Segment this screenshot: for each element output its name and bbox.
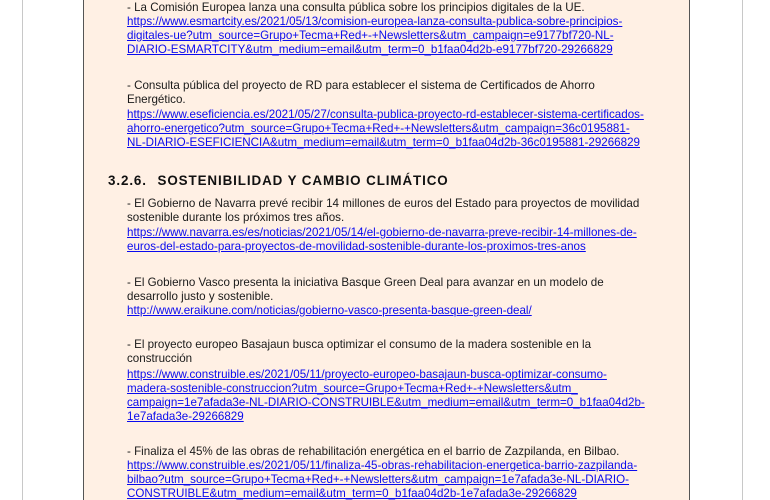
news-item-text: - El proyecto europeo Basajaun busca optimizar el consumo de la madera sostenible en la bbox=[127, 338, 592, 351]
news-item-link[interactable]: https://www.construible.es/2021/05/11/proyecto-europeo-basajaun-busca-optimizar-consumo- bbox=[127, 368, 607, 381]
news-item-link[interactable]: NL-DIARIO-ESEFICIENCIA&utm_medium=email&utm_term=0_b1faa04d2b-36c0195881-29266829 bbox=[127, 136, 640, 149]
news-item-link[interactable]: DIARIO-ESMARTCITY&utm_medium=email&utm_term=0_b1faa04d2b-e9177bf720-29266829 bbox=[127, 43, 613, 56]
news-item-link[interactable]: https://www.navarra.es/es/noticias/2021/05/14/el-gobierno-de-navarra-preve-recibir-14-millones-de- bbox=[127, 226, 637, 239]
news-item-text: - El Gobierno de Navarra prevé recibir 14 millones de euros del Estado para proyectos de movilidad bbox=[127, 197, 640, 210]
news-item-link[interactable]: 1e7afada3e-29266829 bbox=[127, 410, 244, 423]
section-title: SOSTENIBILIDAD Y CAMBIO CLIMÁTICO bbox=[157, 173, 449, 188]
news-item-link[interactable]: digitales-ue?utm_source=Grupo+Tecma+Red+-+Newsletters&utm_campaign=e9177bf720-NL- bbox=[127, 29, 614, 42]
news-item-text: construcción bbox=[127, 352, 193, 365]
news-item-link[interactable]: CONSTRUIBLE&utm_medium=email&utm_term=0_b1faa04d2b-1e7afada3e-29266829 bbox=[127, 487, 577, 500]
news-item-link[interactable]: http://www.eraikune.com/noticias/gobierno-vasco-presenta-basque-green-deal/ bbox=[127, 304, 532, 317]
document-page bbox=[83, 0, 690, 500]
news-item-link[interactable]: madera-sostenible-construccion?utm_source=Grupo+Tecma+Red+-+Newsletters&utm_ bbox=[127, 382, 578, 395]
news-item-link[interactable]: euros-del-estado-para-proyectos-de-movilidad-sostenible-durante-los-proximos-tres-anos bbox=[127, 240, 586, 253]
news-item-text: Energético. bbox=[127, 93, 186, 106]
news-item-link[interactable]: https://www.esmartcity.es/2021/05/13/comision-europea-lanza-consulta-publica-sobre-principios- bbox=[127, 15, 623, 28]
news-item-link[interactable]: ahorro-energetico?utm_source=Grupo+Tecma+Red+-+Newsletters&utm_campaign=36c0195881- bbox=[127, 122, 630, 135]
section-number: 3.2.6. bbox=[108, 173, 147, 188]
news-item-text: - Finaliza el 45% de las obras de rehabilitación energética en el barrio de Zazpilanda, en Bilbao. bbox=[127, 445, 620, 458]
news-item-link[interactable]: campaign=1e7afada3e-NL-DIARIO-CONSTRUIBLE&utm_medium=email&utm_term=0_b1faa04d2b- bbox=[127, 396, 645, 409]
news-item-link[interactable]: https://www.construible.es/2021/05/11/finaliza-45-obras-rehabilitacion-energetica-barrio-zazpilanda- bbox=[127, 459, 638, 472]
news-item-link[interactable]: https://www.eseficiencia.es/2021/05/27/consulta-publica-proyecto-rd-establecer-sistema-certificados- bbox=[127, 108, 644, 121]
news-item-text: sostenible durante los próximos tres años. bbox=[127, 211, 345, 224]
news-item-text: desarrollo justo y sostenible. bbox=[127, 290, 274, 303]
news-item-text: - Consulta pública del proyecto de RD para establecer el sistema de Certificados de Ahorro bbox=[127, 79, 595, 92]
news-item-text: - La Comisión Europea lanza una consulta pública sobre los principios digitales de la UE. bbox=[127, 1, 585, 14]
document-viewer bbox=[22, 0, 743, 500]
news-item-link[interactable]: bilbao?utm_source=Grupo+Tecma+Red+-+Newsletters&utm_campaign=1e7afada3e-NL-DIARIO- bbox=[127, 473, 630, 486]
news-item-text: - El Gobierno Vasco presenta la iniciativa Basque Green Deal para avanzar en un modelo de bbox=[127, 276, 604, 289]
section-heading bbox=[108, 173, 449, 188]
